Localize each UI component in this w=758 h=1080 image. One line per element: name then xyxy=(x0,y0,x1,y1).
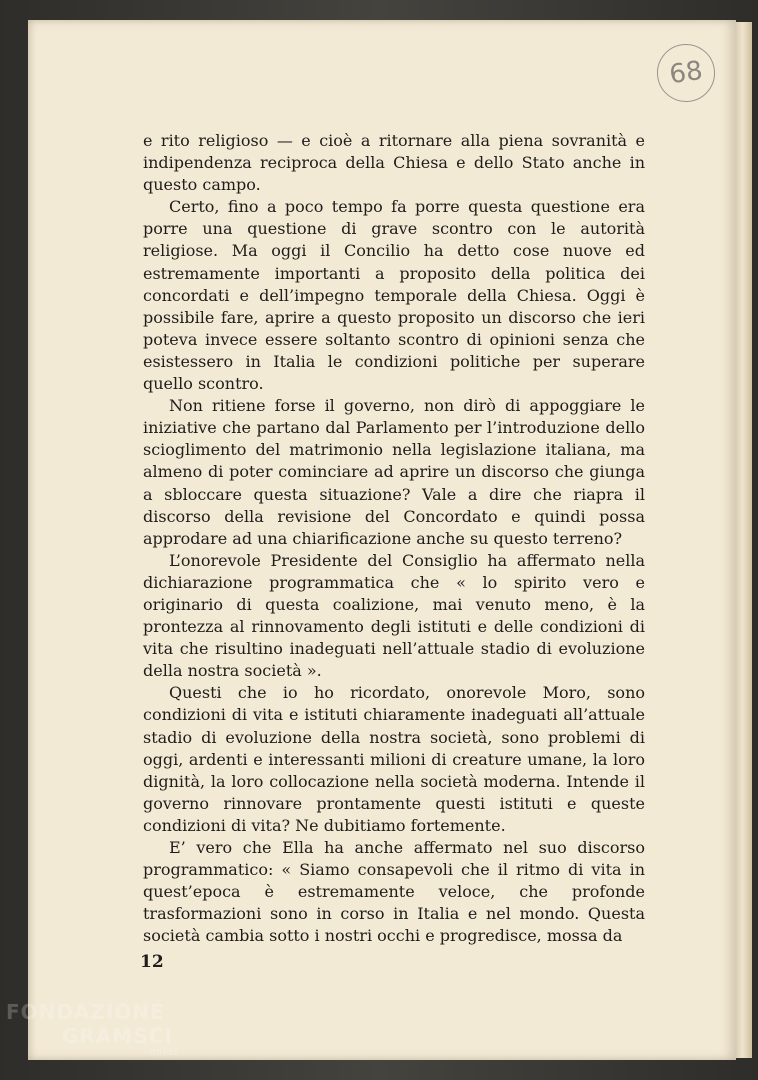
watermark-logo xyxy=(0,1000,210,1080)
paragraph-3: Non ritiene forse il governo, non dirò di appoggiare le iniziative che partano dal Parlamento per l’introduzione dello scioglimento del matrimonio nella legislazione italiana, ma almeno di poter cominciare ad aprire un discorso che giunga a sbloccare questa situazione? Vale a dire che riapra il discorso della revisione del Concordato e quindi possa approdare ad una chiarificazione anche su questo terreno? xyxy=(143,396,645,548)
watermark-line-3: onlus xyxy=(150,1048,180,1058)
body-text xyxy=(143,130,645,947)
watermark-line-1: FONDAZIONE xyxy=(6,1000,165,1024)
page-number: 12 xyxy=(140,952,164,972)
paragraph-2: Certo, fino a poco tempo fa porre questa questione era porre una questione di grave scontro con le autorità religiose. Ma oggi il Concilio ha detto cose nuove ed estremamente importanti a proposito della politica dei concordati e dell’impegno temporale della Chiesa. Oggi è possibile fare, aprire a questo proposito un discorso che ieri poteva invece essere soltanto scontro di opinioni senza che esistessero in Italia le condizioni politiche per superare quello scontro. xyxy=(143,197,645,394)
paragraph-5: Questi che io ho ricordato, onorevole Moro, sono condizioni di vita e istituti chiaramente inadeguati all’attuale stadio di evoluzione della nostra società, sono problemi di oggi, ardenti e interessanti milioni di creature umane, la loro dignità, la loro collocazione nella società moderna. Intende il governo rinnovare prontamente questi istituti e queste condizioni di vita? Ne dubitiamo fortemente. xyxy=(143,683,645,835)
watermark-line-2: GRAMSCI xyxy=(62,1024,173,1048)
handwritten-page-mark: 68 xyxy=(653,40,719,106)
paragraph-6: E’ vero che Ella ha anche affermato nel suo discorso programmatico: « Siamo consapevoli che il ritmo di vita in quest’epoca è estremamente veloce, che profonde trasformazioni sono in corso in Italia e nel mondo. Questa società cambia sotto i nostri occhi e progredisce, mossa da xyxy=(143,838,645,946)
paragraph-4: L’onorevole Presidente del Consiglio ha affermato nella dichiarazione programmatica che « lo spirito vero e originario di questa coalizione, mai venuto meno, è la prontezza al rinnovamento degli istituti e delle condizioni di vita che risultino inadeguati nell’attuale stadio di evoluzione della nostra società ». xyxy=(143,550,645,681)
paragraph-1: e rito religioso — e cioè a ritornare alla piena sovranità e indipendenza reciproca della Chiesa e dello Stato anche in questo campo. xyxy=(143,131,645,195)
next-page-edge xyxy=(736,22,752,1058)
